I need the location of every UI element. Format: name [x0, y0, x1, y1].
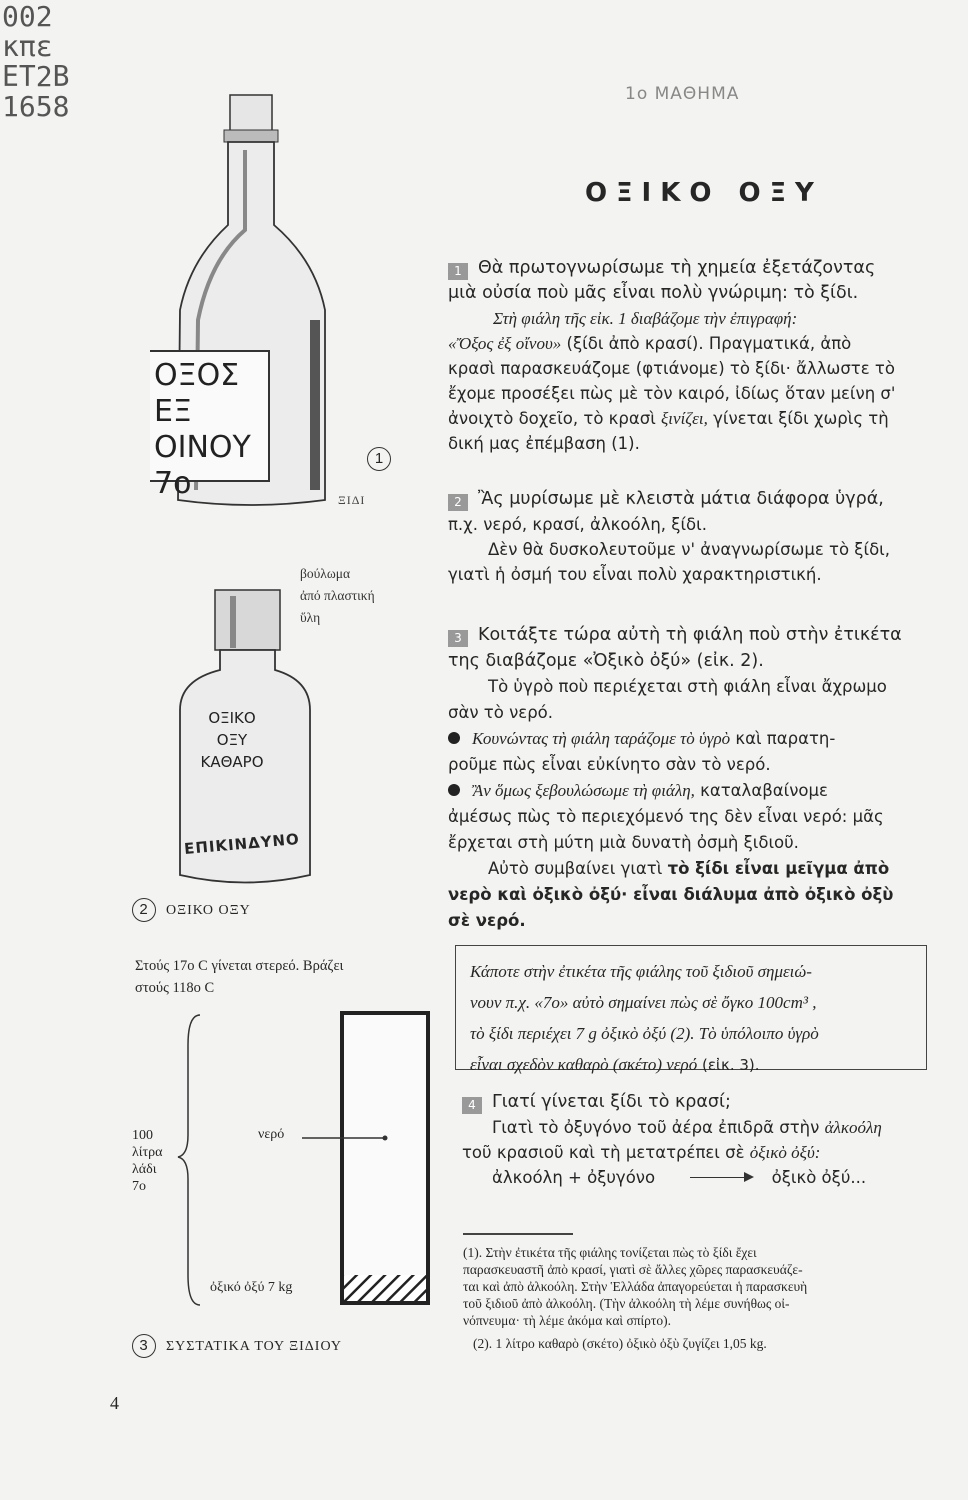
- water-label: νερό: [258, 1127, 285, 1142]
- section-2: [448, 487, 938, 587]
- note-line: νουν π.χ. «7ο» αὐτὸ σημαίνει πὼς σὲ ὄγκο 100cm³ ,: [470, 993, 817, 1012]
- section-2-lead: Ἂς μυρίσωμε μὲ κλειστὰ μάτια διάφορα ὑγρά,: [478, 489, 884, 509]
- section-3: [448, 622, 938, 934]
- section-1-lead-line: [448, 256, 938, 281]
- section-number-box: 3: [448, 630, 468, 647]
- section-3-bullet1-rest: καὶ παρατη-: [730, 729, 836, 748]
- inscription-text: «Ὄξος ἐξ οἴνου»: [448, 334, 562, 353]
- note-line: τὸ ξίδι περιέχει 7 g ὀξικὸ ὀξύ (2). Τὸ ὑπόλοιπο ὑγρὸ: [470, 1024, 819, 1043]
- footnote-line: (1). Στὴν ἐτικέτα τῆς φιάλης τονίζεται πὼς τὸ ξίδι ἔχει: [463, 1245, 757, 1260]
- equation-reactants: ἀλκοόλη + ὀξυγόνο: [492, 1168, 656, 1187]
- components-diagram: [130, 1005, 440, 1310]
- margin-line: 1658: [2, 90, 70, 123]
- footnote-line: νόπνευμα· τὴ λέμε ἀκόμα καὶ σπίρτο).: [463, 1313, 671, 1328]
- note-line4-rest: (εἰκ. 3).: [697, 1056, 760, 1074]
- section-3-conclusion-bold3: σὲ νερό.: [448, 911, 526, 930]
- page-number: 4: [110, 1393, 119, 1413]
- section-number-box: 4: [462, 1097, 482, 1114]
- figure3-caption: [132, 1334, 342, 1358]
- section-3-line2-a: της διαβάζομε «Ὀξικὸ ὀξύ»: [448, 651, 692, 671]
- section-4-line3: [462, 1140, 942, 1165]
- section-3-bullet1-italic: Κουνώντας τὴ φιάλη ταράζομε τὸ ὑγρὸ: [472, 729, 731, 748]
- note-line: [470, 1049, 914, 1081]
- figure2-caption-text: ΟΞΙΚΟ ΟΞΥ: [166, 903, 251, 918]
- volume-label-line: 7ο: [132, 1179, 146, 1194]
- section-3-line2: [448, 648, 938, 674]
- equation-products: ὀξικὸ ὀξύ...: [771, 1168, 867, 1187]
- section-3-conclusion-a: Αὐτὸ συμβαίνει γιατὶ: [488, 859, 668, 878]
- note-line: Κάποτε στὴν ἐτικέτα τῆς φιάλης τοῦ ξιδιοῦ σημειώ-: [470, 962, 812, 981]
- fig3-intro: [135, 955, 343, 999]
- arrow-icon: [690, 1177, 752, 1179]
- footnote-divider: [463, 1233, 573, 1235]
- section-1-line7-italic: ξινίζει,: [661, 409, 708, 428]
- section-2-lead-line: [448, 487, 938, 512]
- section-4-line3-a: τοῦ κρασιοῦ καὶ τὴ μετατρέπει σὲ: [462, 1143, 750, 1162]
- section-3-line4: σὰν τὸ νερό.: [448, 703, 554, 722]
- section-1-line4-rest: (ξίδι ἀπὸ κρασί). Πραγματικά, ἀπὸ: [561, 334, 852, 353]
- bottle1-label-line: ΟΞΟΣ ΕΞ: [154, 358, 240, 429]
- bottle1-label-line: ΟΙΝΟΥ: [154, 430, 251, 465]
- section-2-line4: γιατὶ ἡ ὀσμή του εἶναι πολὺ χαρακτηριστική.: [448, 565, 822, 584]
- page-title: ΟΞΙΚΟ ΟΞΥ: [585, 178, 823, 208]
- reaction-equation: [462, 1165, 942, 1190]
- margin-handwriting: [2, 2, 69, 122]
- section-3-bullet2-italic: Ἂν ὅμως ξεβουλώσωμε τὴ φιάλη,: [472, 781, 695, 800]
- bottle-word: ΞΙΔΙ: [338, 493, 366, 507]
- section-3-lead: Κοιτάξτε τώρα αὐτὴ τὴ φιάλη ποὺ στὴν ἐτικέτα: [478, 625, 902, 645]
- lesson-heading: 1ο ΜΑΘΗΜΑ: [625, 84, 740, 104]
- section-2-line2: π.χ. νερό, κρασί, ἀλκοόλη, ξίδι.: [448, 515, 707, 534]
- section-1-line7-a: ἀνοιχτὸ δοχεῖο, τὸ κρασὶ: [448, 409, 662, 428]
- stopper-note-line: ἀπό πλαστική: [300, 588, 375, 603]
- section-4: [462, 1090, 942, 1190]
- footnote-line: παρασκευαστῆ ἀπὸ κρασί, γιατὶ σὲ ἄλλες χῶρες παρασκευάζε-: [463, 1262, 803, 1277]
- bottle2-label-line: ΟΞΥ: [216, 731, 248, 749]
- section-1-line6: ἔχομε προσέξει πὼς μὲ τὸν καιρό, ἰδίως ὅταν μείνη σ': [448, 384, 896, 403]
- section-1-line7: [448, 406, 938, 431]
- section-4-line2-a: Γιατὶ τὸ ὀξυγόνο τοῦ ἀέρα ἐπιδρᾶ στὴν: [492, 1118, 825, 1137]
- figure1-number: [367, 447, 401, 471]
- acid-label: ὀξικό ὀξύ 7 kg: [210, 1280, 293, 1295]
- section-4-line3-italic: ὀξικὸ ὀξύ:: [749, 1143, 821, 1162]
- bottle2-label-line: ΟΞΙΚΟ: [208, 709, 256, 727]
- circled-number: 1: [367, 447, 391, 471]
- section-4-line2-italic: ἀλκοόλη: [824, 1118, 882, 1137]
- fig3-intro-line: στούς 118ο C: [135, 980, 215, 996]
- section-1-lead2: μιὰ οὐσία ποὺ μᾶς εἶναι πολὺ γνώριμη: τὸ ξίδι.: [448, 283, 859, 303]
- volume-label-line: λίτρα: [132, 1145, 163, 1160]
- section-4-lead: Γιατί γίνεται ξίδι τὸ κρασί;: [492, 1092, 731, 1112]
- margin-line: 002: [2, 0, 53, 33]
- section-3-bullet2-cont2: ἔρχεται στὴ μύτη μιὰ δυνατὴ ὀσμὴ ξιδιοῦ.: [448, 833, 799, 852]
- note-box: [455, 945, 927, 1074]
- footnote-line: ται καὶ ἀπὸ ἀλκοόλη. Στὴν Ἑλλάδα ἀπαγορεύεται ἡ παρασκευὴ: [463, 1279, 808, 1294]
- figure3-caption-text: ΣΥΣΤΑΤΙΚΑ ΤΟΥ ΞΙΔΙΟΥ: [166, 1339, 342, 1354]
- danger-label: ΕΠΙΚΙΝΔΥΝΟ: [183, 829, 301, 859]
- bottle2-label: [188, 707, 276, 779]
- fig3-intro-line: Στούς 17ο C γίνεται στερεό. Βράζει: [135, 958, 344, 974]
- section-1-italic: Στὴ φιάλη τῆς εἰκ. 1 διαβάζομε τὴν ἐπιγραφή:: [493, 309, 798, 328]
- section-3-conclusion-bold2: νερὸ καὶ ὀξικὸ ὀξύ· εἶναι διάλυμα ἀπὸ ὀξικὸ ὀξὺ: [448, 885, 894, 904]
- stopper-note-line: ὕλη: [300, 610, 321, 625]
- margin-line: ΕΤ2Β: [2, 60, 70, 93]
- volume-label-line: 100: [132, 1128, 153, 1143]
- section-3-lead-line: [448, 622, 938, 648]
- bullet-icon: [448, 732, 460, 744]
- section-number-box: 2: [448, 494, 468, 511]
- section-3-conclusion-bold: τὸ ξίδι εἶναι μεῖγμα ἀπὸ: [667, 859, 890, 878]
- circled-number: 2: [132, 898, 156, 922]
- section-1-line5: κρασὶ παρασκευάζομε (φτιάνομε) τὸ ξίδι· ἄλλωστε τὸ: [448, 359, 895, 378]
- section-3-bullet1-cont: ροῦμε πὼς εἶναι εὐκίνητο σὰν τὸ νερό.: [448, 755, 771, 774]
- section-1-line4: [448, 331, 938, 356]
- section-3-bullet2: [448, 778, 938, 804]
- footnote-line: τοῦ ξιδιοῦ ἀπὸ ἀλκοόλη. (Τὴν ἀλκοόλη τὴ λέμε συνήθως οἰ-: [463, 1296, 790, 1311]
- section-1-line8: δική μας ἐπέμβαση (1).: [448, 434, 640, 453]
- stopper-note-line: βούλωμα: [300, 566, 351, 581]
- bottle2-label-line: ΚΑΘΑΡΟ: [200, 753, 264, 771]
- figure2-caption: [132, 898, 251, 922]
- section-4-lead-line: [462, 1090, 942, 1115]
- circled-number: 3: [132, 1334, 156, 1358]
- volume-label-line: λάδι: [132, 1162, 157, 1177]
- bottle1-label: [150, 350, 270, 501]
- section-3-bullet1: [448, 726, 938, 752]
- section-3-line2-b: (εἰκ. 2).: [691, 651, 764, 671]
- section-3-bullet2-rest: καταλαβαίνομε: [694, 781, 828, 800]
- footnote-2: (2). 1 λίτρο καθαρὸ (σκέτο) ὀξικὸ ὀξὺ ζυγίζει 1,05 kg.: [473, 1336, 767, 1351]
- section-3-conclusion: [448, 856, 938, 882]
- note-line4-italic: εἶναι σχεδὸν καθαρὸ (σκέτο) νερό: [470, 1055, 698, 1074]
- section-3-bullet2-cont: ἀμέσως πὼς τὸ περιεχόμενό της δὲν εἶναι νερό: μᾶς: [448, 807, 884, 826]
- section-1-line7-c: γίνεται ξίδι χωρὶς τὴ: [707, 409, 889, 428]
- margin-line: κπε: [2, 30, 53, 63]
- section-2-line3: Δὲν θὰ δυσκολευτοῦμε ν' ἀναγνωρίσωμε τὸ ξίδι,: [488, 540, 891, 559]
- footnote-1: [463, 1244, 943, 1329]
- section-1-lead: Θὰ πρωτογνωρίσωμε τὴ χημεία ἐξετάζοντας: [478, 258, 876, 278]
- section-number-box: 1: [448, 263, 468, 280]
- volume-label: [132, 1127, 163, 1195]
- section-4-line2: [462, 1115, 942, 1140]
- bullet-icon: [448, 784, 460, 796]
- bottle1-label-line: 7ο: [154, 466, 192, 501]
- section-1: [448, 256, 938, 456]
- section-3-line3: Τὸ ὑγρὸ ποὺ περιέχεται στὴ φιάλη εἶναι ἄχρωμο: [488, 677, 887, 696]
